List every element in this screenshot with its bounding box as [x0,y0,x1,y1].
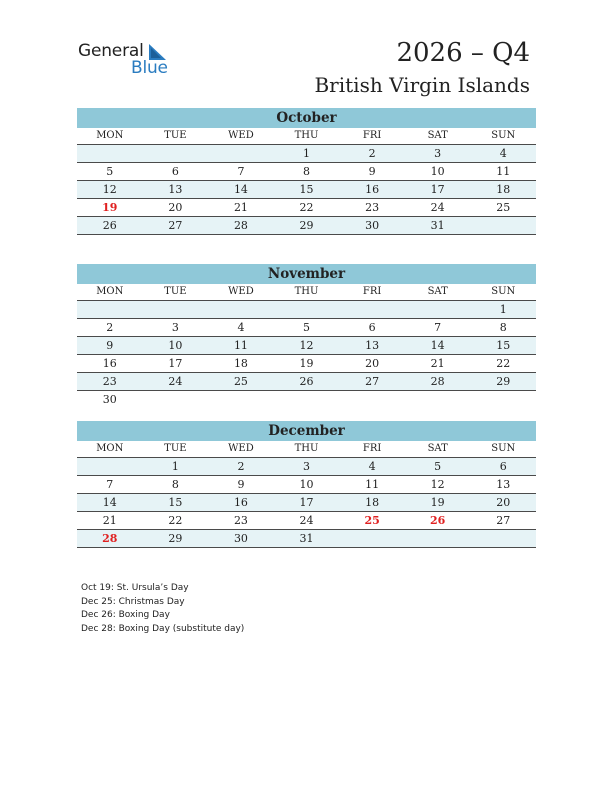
day-cell: 27 [496,514,511,527]
week-row [77,355,536,373]
day-cell: 6 [368,321,376,334]
day-cell: 28 [430,375,445,388]
logo-blue-text: Blue [131,58,168,78]
month-header: December [77,421,536,441]
empty-day-cell [208,301,274,318]
empty-day-cell [77,145,143,162]
day-cell: 25 [496,201,511,214]
day-cell: 18 [365,496,380,509]
day-cell: 2 [368,147,376,160]
empty-day-cell [143,301,209,318]
day-cell: 24 [299,514,314,527]
day-cell: 30 [365,219,380,232]
weekday-label: SAT [427,130,448,141]
week-row [77,145,536,163]
empty-day-cell [339,391,405,408]
day-cell: 14 [233,183,248,196]
day-cell: 10 [299,478,314,491]
day-cell: 19 [430,496,445,509]
weekday-label: WED [228,130,254,141]
month-calendar-november [77,264,536,408]
day-cell: 11 [496,165,511,178]
weekday-label: TUE [164,286,187,297]
day-cell: 12 [299,339,314,352]
day-cell: 13 [496,478,511,491]
holiday-item: Dec 28: Boxing Day (substitute day) [81,623,245,634]
empty-day-cell [77,301,143,318]
weekday-label: THU [294,443,319,454]
week-row [77,319,536,337]
week-row [77,199,536,217]
day-cell: 9 [237,478,245,491]
day-cell: 3 [171,321,179,334]
empty-day-cell [470,391,536,408]
week-row [77,476,536,494]
month-header: October [77,108,536,128]
day-cell: 26 [299,375,314,388]
day-cell: 12 [430,478,445,491]
month-calendar-october [77,108,536,235]
day-cell: 23 [365,201,380,214]
empty-day-cell [208,391,274,408]
day-cell: 30 [102,393,117,406]
day-cell: 18 [233,357,248,370]
empty-day-cell [470,530,536,547]
weekday-label: FRI [362,443,382,454]
empty-day-cell [143,145,209,162]
month-header: November [77,264,536,284]
week-row [77,512,536,530]
day-cell: 27 [168,219,183,232]
holiday-list [81,582,244,636]
weekday-label: WED [228,286,254,297]
week-row [77,373,536,391]
day-cell: 12 [102,183,117,196]
day-cell: 19 [299,357,314,370]
holiday-item: Dec 26: Boxing Day [81,610,170,620]
day-cell: 4 [499,147,507,160]
page-subtitle: British Virgin Islands [314,73,530,97]
holiday-item: Oct 19: St. Ursula’s Day [81,583,189,593]
logo [78,41,178,81]
day-cell: 22 [168,514,183,527]
empty-day-cell [208,145,274,162]
day-cell: 22 [299,201,314,214]
week-row [77,181,536,199]
day-cell: 8 [499,321,507,334]
day-cell: 16 [365,183,380,196]
day-cell: 7 [237,165,245,178]
logo-general-text: General [78,41,144,61]
weekday-label: SUN [491,443,516,454]
day-cell: 3 [434,147,442,160]
weekday-label: FRI [362,130,382,141]
week-row [77,391,536,408]
day-cell: 28 [102,532,118,545]
day-cell: 25 [233,375,248,388]
day-cell: 24 [168,375,183,388]
day-cell: 29 [496,375,511,388]
day-cell: 25 [364,514,380,527]
day-cell: 9 [368,165,376,178]
day-cell: 20 [168,201,183,214]
day-cell: 6 [499,460,507,473]
empty-day-cell [405,301,471,318]
weekday-label: SAT [427,286,448,297]
empty-day-cell [339,301,405,318]
weekday-header-row [77,128,536,145]
holiday-item: Dec 25: Christmas Day [81,596,185,607]
day-cell: 21 [430,357,445,370]
day-cell: 2 [106,321,114,334]
weekday-label: THU [294,286,319,297]
day-cell: 3 [303,460,311,473]
day-cell: 1 [171,460,179,473]
week-row [77,217,536,235]
day-cell: 20 [365,357,380,370]
weekday-label: SUN [491,286,516,297]
day-cell: 26 [430,514,446,527]
weekday-label: SAT [427,443,448,454]
month-calendar-december [77,421,536,548]
weekday-label: MON [96,286,124,297]
empty-day-cell [339,530,405,547]
weekday-label: TUE [164,130,187,141]
week-row [77,458,536,476]
day-cell: 15 [168,496,183,509]
day-cell: 23 [102,375,117,388]
day-cell: 15 [496,339,511,352]
week-row [77,337,536,355]
day-cell: 27 [365,375,380,388]
day-cell: 29 [168,532,183,545]
weekday-label: SUN [491,130,516,141]
weekday-header-row [77,284,536,301]
weekday-label: MON [96,130,124,141]
day-cell: 24 [430,201,445,214]
weekday-label: MON [96,443,124,454]
day-cell: 21 [233,201,248,214]
day-cell: 8 [171,478,179,491]
day-cell: 17 [430,183,445,196]
weekday-label: FRI [362,286,382,297]
day-cell: 17 [299,496,314,509]
page-title: 2026 – Q4 [396,38,530,68]
day-cell: 5 [106,165,114,178]
empty-day-cell [405,391,471,408]
weekday-label: WED [228,443,254,454]
day-cell: 10 [430,165,445,178]
day-cell: 31 [299,532,314,545]
day-cell: 18 [496,183,511,196]
day-cell: 13 [168,183,183,196]
day-cell: 1 [499,303,507,316]
day-cell: 2 [237,460,245,473]
day-cell: 5 [434,460,442,473]
day-cell: 31 [430,219,445,232]
day-cell: 8 [303,165,311,178]
day-cell: 20 [496,496,511,509]
day-cell: 9 [106,339,114,352]
day-cell: 21 [102,514,117,527]
empty-day-cell [470,217,536,234]
week-row [77,301,536,319]
day-cell: 1 [303,147,311,160]
weekday-header-row [77,441,536,458]
weekday-label: THU [294,130,319,141]
week-row [77,530,536,548]
week-row [77,163,536,181]
day-cell: 4 [237,321,245,334]
day-cell: 26 [102,219,117,232]
day-cell: 17 [168,357,183,370]
day-cell: 14 [430,339,445,352]
empty-day-cell [77,458,143,475]
day-cell: 30 [233,532,248,545]
day-cell: 11 [233,339,248,352]
day-cell: 16 [102,357,117,370]
day-cell: 10 [168,339,183,352]
day-cell: 23 [233,514,248,527]
day-cell: 19 [102,201,118,214]
weekday-label: TUE [164,443,187,454]
empty-day-cell [405,530,471,547]
day-cell: 11 [365,478,380,491]
day-cell: 7 [106,478,114,491]
empty-day-cell [274,391,340,408]
day-cell: 28 [233,219,248,232]
week-row [77,494,536,512]
day-cell: 13 [365,339,380,352]
day-cell: 15 [299,183,314,196]
day-cell: 7 [434,321,442,334]
day-cell: 14 [102,496,117,509]
empty-day-cell [143,391,209,408]
day-cell: 22 [496,357,511,370]
day-cell: 6 [171,165,179,178]
empty-day-cell [274,301,340,318]
day-cell: 16 [233,496,248,509]
day-cell: 4 [368,460,376,473]
day-cell: 5 [303,321,311,334]
day-cell: 29 [299,219,314,232]
